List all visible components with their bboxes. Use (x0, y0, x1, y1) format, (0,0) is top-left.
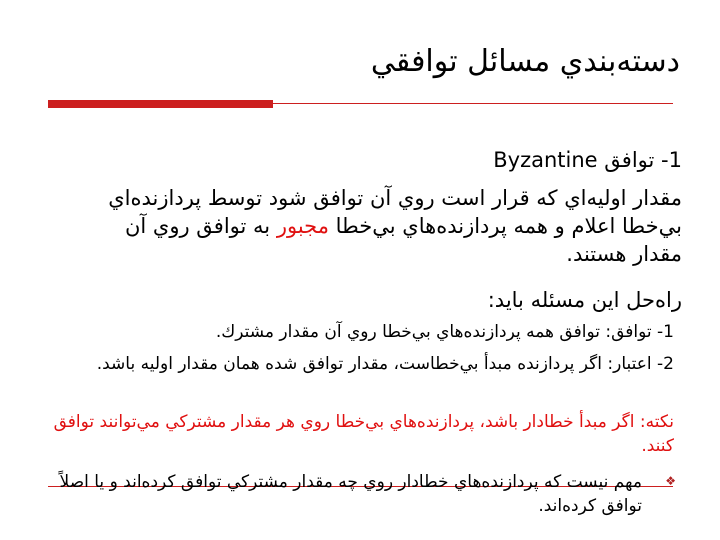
section-heading: 1- توافق Byzantine (493, 148, 682, 172)
definition-text-2: به توافق روي آن مقدار هستند. (124, 214, 682, 266)
note-text: نكته: اگر مبدأ خطادار باشد، پردازنده‌هاي بي‌خطا روي هر مقدار مشتركي مي‌توانند توافق كنند. (53, 412, 674, 456)
solution-heading: راه‌حل اين مسئله بايد: (487, 288, 682, 312)
diamond-bullet-icon: ❖ (665, 474, 676, 488)
definition-paragraph (72, 184, 682, 268)
definition-text-1: مقدار اوليه‌اي كه قرار است روي آن توافق شود توسط پردازنده‌اي بي‌خطا اعلام و همه پردازنده‌هاي بي‌خطا (108, 186, 682, 238)
bullet-text: مهم نيست كه پردازنده‌هاي خطادار روي چه مقدار مشتركي توافق كرده‌اند و يا اصلاً توافق كرده‌اند. (59, 472, 642, 516)
definition-emphasis: مجبور (276, 214, 329, 238)
slide-title: دسته‌بندي مسائل توافقي (370, 44, 680, 79)
condition-agreement: 1- توافق: توافق همه پردازنده‌هاي بي‌خطا روي آن مقدار مشترك. (215, 322, 674, 342)
condition-validity: 2- اعتبار: اگر پردازنده مبدأ بي‌خطاست، مقدار توافق شده همان مقدار اوليه باشد. (96, 354, 674, 374)
title-accent-bar (48, 100, 273, 108)
